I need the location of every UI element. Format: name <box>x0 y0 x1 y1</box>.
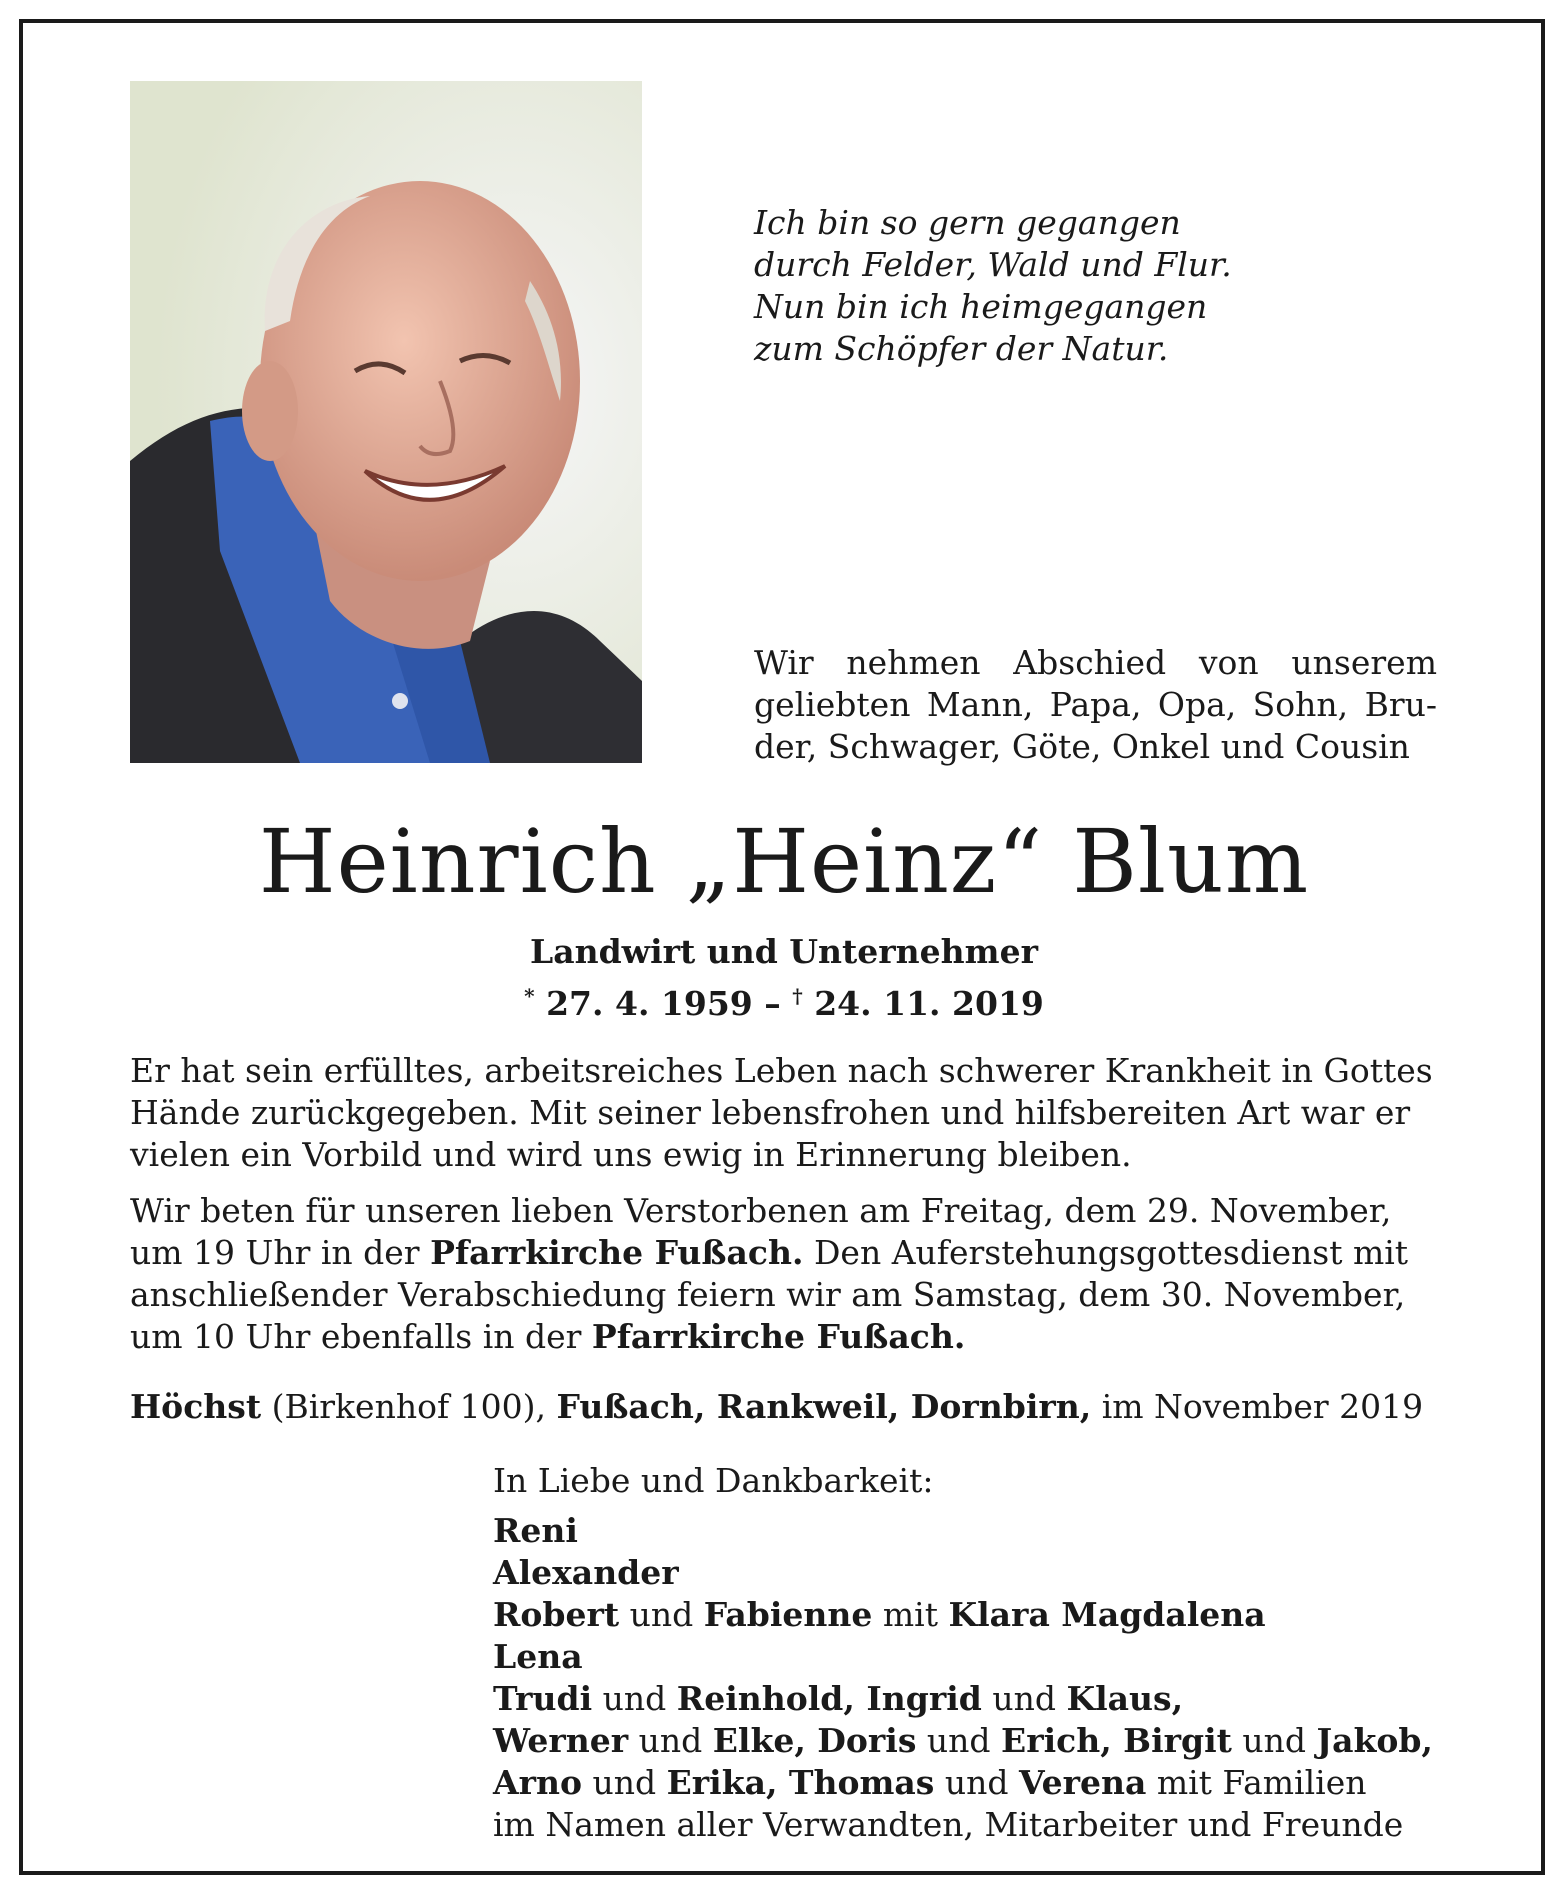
farewell-line: geliebten Mann, Papa, Opa, Sohn, Bru- <box>754 685 1437 724</box>
location-others: Fußach, Rankweil, Dornbirn, <box>556 1387 1092 1426</box>
profession: Landwirt und Unternehmer <box>530 932 1038 971</box>
birth-date: 27. 4. 1959 <box>546 984 753 1023</box>
location-address: (Birkenhof 100), <box>261 1387 557 1426</box>
paragraph-line: Wir beten für unseren lieben Verstorbenen am Freitag, dem 29. November, <box>130 1191 1392 1230</box>
mourner-closing: im Namen aller Verwandten, Mitarbeiter und Freunde <box>493 1805 1404 1844</box>
life-paragraph <box>130 1050 1438 1176</box>
death-date: 24. 11. 2019 <box>814 984 1044 1023</box>
deceased-name: Heinrich „Heinz“ Blum <box>258 810 1310 913</box>
date-separator: – <box>752 984 793 1023</box>
farewell-line: Wir nehmen Abschied von unserem <box>754 643 1437 682</box>
thanks-line: In Liebe und Dankbarkeit: <box>493 1461 934 1500</box>
life-dates <box>0 975 1568 1025</box>
mourner-names: Werner und Elke, Doris und Erich, Birgit und Jakob, <box>493 1721 1433 1760</box>
birth-symbol: * <box>524 984 535 1008</box>
paragraph-line: um 10 Uhr ebenfalls in der Pfarrkirche Fußach. <box>130 1317 966 1356</box>
paragraph-line: vielen ein Vorbild und wird uns ewig in Erinnerung bleiben. <box>130 1135 1132 1174</box>
location-line <box>130 1386 1423 1428</box>
poem <box>754 202 1232 370</box>
church-name: Pfarrkirche Fußach. <box>591 1317 966 1356</box>
portrait-photo <box>130 81 642 763</box>
poem-line: Ich bin so gern gegangen <box>754 203 1181 242</box>
mourner-names: Trudi und Reinhold, Ingrid und Klaus, <box>493 1679 1184 1718</box>
poem-line: Nun bin ich heimgegangen <box>754 287 1208 326</box>
poem-line: zum Schöpfer der Natur. <box>754 329 1169 368</box>
mourner-names: Arno und Erika, Thomas und Verena mit Familien <box>493 1763 1367 1802</box>
farewell-text <box>754 642 1437 768</box>
farewell-line: der, Schwager, Göte, Onkel und Cousin <box>754 727 1410 766</box>
mourner-names: Lena <box>493 1637 583 1676</box>
location-date: im November 2019 <box>1091 1387 1424 1426</box>
poem-line: durch Felder, Wald und Flur. <box>754 245 1232 284</box>
paragraph-line: Hände zurückgegeben. Mit seiner lebensfrohen und hilfsbereiten Art war er <box>130 1093 1411 1132</box>
location-place: Höchst <box>130 1387 262 1426</box>
paragraph-line: Er hat sein erfülltes, arbeitsreiches Leben nach schwerer Krankheit in Gottes <box>130 1051 1433 1090</box>
mourner-names: Alexander <box>493 1553 679 1592</box>
paragraph-line: um 19 Uhr in der Pfarrkirche Fußach. Den Auferstehungsgottesdienst mit <box>130 1233 1409 1272</box>
church-name: Pfarrkirche Fußach. <box>430 1233 804 1272</box>
death-symbol: † <box>792 984 803 1008</box>
mourner-names: Reni <box>493 1511 578 1550</box>
mourner-names: Robert und Fabienne mit Klara Magdalena <box>493 1595 1266 1634</box>
portrait-illustration <box>130 81 642 763</box>
service-paragraph <box>130 1190 1438 1358</box>
paragraph-line: anschließender Verabschiedung feiern wir am Samstag, dem 30. November, <box>130 1275 1406 1314</box>
